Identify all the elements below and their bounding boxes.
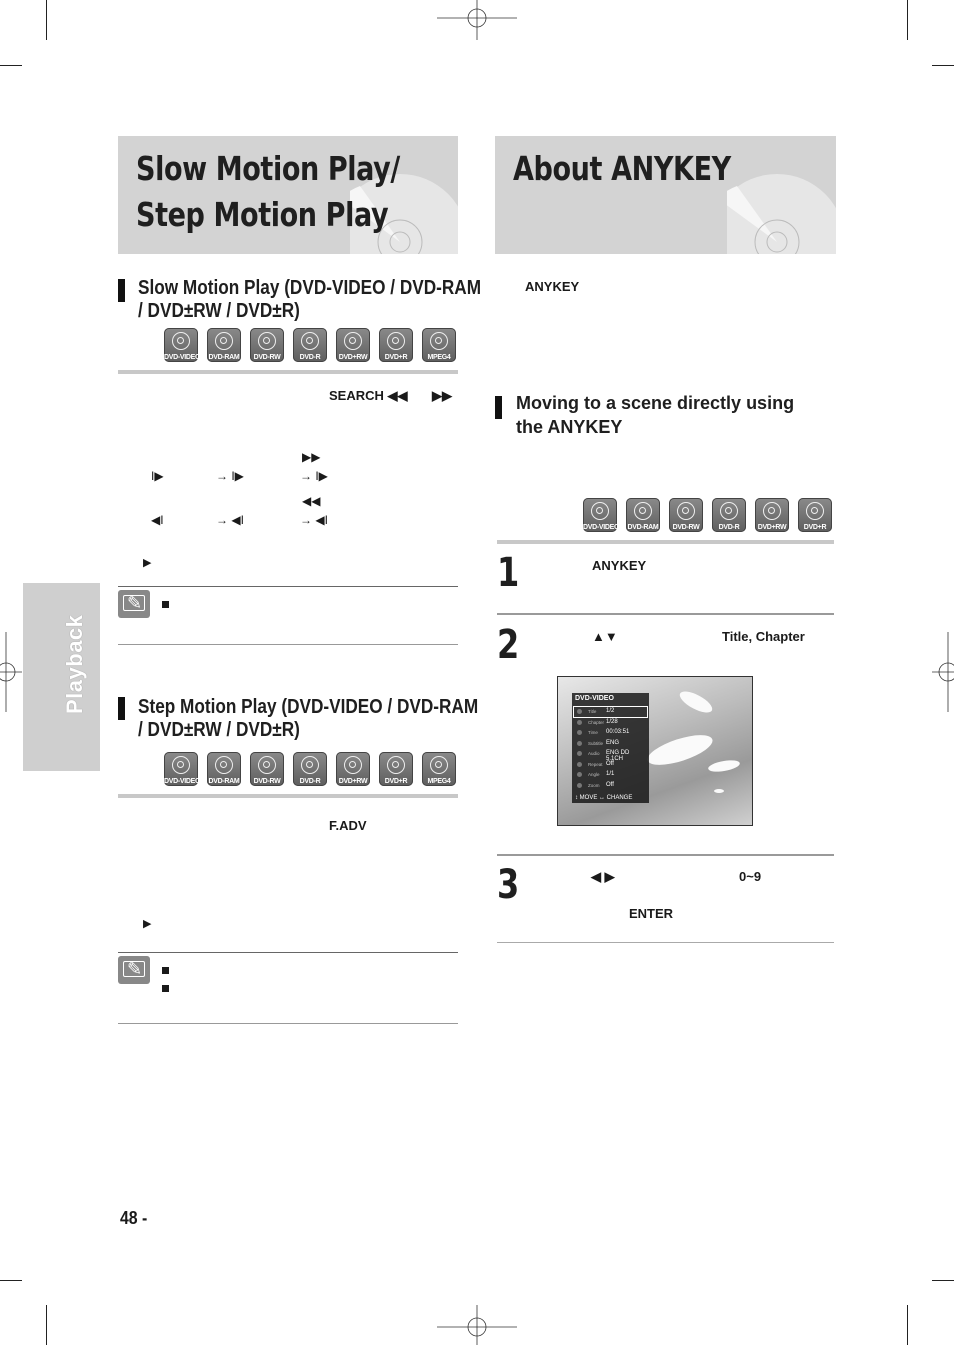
play-symbol: ▶	[143, 557, 152, 569]
note-pencil-icon: ✎	[118, 590, 150, 618]
slow-forward-step-1: I▶	[151, 469, 164, 483]
disc-icons-step	[164, 752, 456, 786]
mpeg4-disc-icon: MPEG4	[422, 328, 456, 362]
registration-mark-left	[0, 632, 22, 712]
dvd-ram-disc-icon: DVD-RAM	[207, 328, 241, 362]
disc-icons-anykey	[583, 498, 832, 532]
crop-mark	[46, 0, 47, 40]
dvd-plus-r-disc-icon: DVD+R	[798, 498, 832, 532]
mpeg4-disc-icon: MPEG4	[422, 752, 456, 786]
dvd-rw-disc-icon: DVD-RW	[669, 498, 703, 532]
slow-motion-heading-line1: Slow Motion Play (DVD-VIDEO / DVD-RAM	[138, 277, 482, 299]
dvd-plus-r-disc-icon: DVD+R	[379, 328, 413, 362]
osd-row-repeat[interactable]: Repeat Off	[574, 760, 647, 770]
step-number-2: 2	[497, 622, 520, 668]
note-rule-bottom	[118, 644, 458, 645]
slow-reverse-step-3: → ◀I	[300, 513, 328, 527]
registration-mark-right	[932, 632, 954, 712]
osd-row-chapter[interactable]: Chapter 1/28	[574, 718, 647, 728]
dvd-r-disc-icon: DVD-R	[293, 752, 327, 786]
section-marker	[495, 396, 502, 419]
play-symbol: ▶	[143, 918, 152, 930]
slow-reverse-step-1: ◀I	[151, 513, 164, 527]
disc-graphic-icon	[727, 158, 836, 254]
note-pencil-icon: ✎	[118, 956, 150, 984]
crop-mark	[932, 65, 954, 66]
registration-mark-bottom	[437, 1305, 517, 1345]
section-rule	[497, 540, 834, 544]
step2-up-down-key: ▲▼	[592, 629, 618, 644]
slow-forward-step-2: → I▶	[216, 469, 244, 483]
moving-scene-heading-line2: the ANYKEY	[516, 417, 623, 437]
step3-enter-key: ENTER	[629, 906, 674, 921]
osd-row-subtitle[interactable]: Subtitle ENG	[574, 739, 647, 749]
slow-reverse-step-2: → ◀I	[216, 513, 244, 527]
seagull-shape	[707, 758, 740, 773]
seagull-shape	[714, 789, 724, 793]
osd-footer: ↕ MOVE ↔ CHANGE	[575, 795, 633, 801]
section-marker	[118, 279, 125, 302]
seagull-shape	[644, 729, 715, 771]
osd-title: DVD-VIDEO	[575, 695, 614, 702]
note-bullet	[162, 601, 169, 608]
registration-mark-top	[437, 0, 517, 40]
moving-scene-heading-line1: Moving to a scene directly using	[516, 393, 795, 413]
note-rule-bottom	[118, 1023, 458, 1024]
section-marker	[118, 697, 125, 720]
dvd-plus-rw-disc-icon: DVD+RW	[755, 498, 789, 532]
note-bullet	[162, 967, 169, 974]
step3-left-right-key: ◀ ▶	[591, 869, 615, 884]
step-divider	[497, 613, 834, 615]
disc-icons-slow	[164, 328, 456, 362]
search-forward-key: ▶▶	[432, 388, 452, 403]
crop-mark	[46, 1305, 47, 1345]
tv-screen-image	[557, 676, 753, 826]
left-title-box	[118, 136, 458, 254]
step1-anykey-key: ANYKEY	[592, 558, 647, 573]
section-rule	[118, 794, 458, 798]
slow-forward-step-3: → I▶	[300, 469, 328, 483]
crop-mark	[907, 0, 908, 40]
step-number-1: 1	[497, 550, 520, 596]
section-rule	[118, 370, 458, 374]
on-screen-display-menu	[572, 693, 649, 803]
crop-mark	[0, 65, 22, 66]
step-number-3: 3	[497, 862, 520, 908]
dvd-rw-disc-icon: DVD-RW	[250, 328, 284, 362]
fast-forward-symbol: ▶▶	[302, 450, 321, 464]
slow-motion-heading-line2: / DVD±RW / DVD±R)	[138, 300, 300, 322]
anykey-intro-key: ANYKEY	[525, 279, 580, 294]
page-number: 48 -	[120, 1208, 148, 1228]
step3-number-keys: 0~9	[739, 869, 762, 884]
note-rule-top	[118, 952, 458, 953]
step-divider	[497, 942, 834, 943]
fadv-key: F.ADV	[329, 818, 367, 833]
dvd-ram-disc-icon: DVD-RAM	[626, 498, 660, 532]
dvd-ram-disc-icon: DVD-RAM	[207, 752, 241, 786]
osd-row-zoom[interactable]: Zoom Off	[574, 781, 647, 791]
dvd-rw-disc-icon: DVD-RW	[250, 752, 284, 786]
step-motion-heading-line1: Step Motion Play (DVD-VIDEO / DVD-RAM	[138, 696, 479, 718]
step-motion-heading-line2: / DVD±RW / DVD±R)	[138, 719, 300, 741]
dvd-plus-rw-disc-icon: DVD+RW	[336, 328, 370, 362]
note-rule-top	[118, 586, 458, 587]
crop-mark	[907, 1305, 908, 1345]
dvd-r-disc-icon: DVD-R	[712, 498, 746, 532]
search-rewind-key: SEARCH ◀◀	[329, 388, 408, 403]
rewind-symbol: ◀◀	[302, 494, 321, 508]
step-divider	[497, 854, 834, 856]
right-title-box	[495, 136, 836, 254]
osd-row-audio[interactable]: Audio ENG DD 5.1CH	[574, 749, 647, 759]
side-tab-label: Playback	[62, 614, 87, 714]
left-page-title: Slow Motion Play/ Step Motion Play	[136, 149, 400, 234]
osd-row-time[interactable]: Time 00:03:51	[574, 728, 647, 738]
dvd-video-disc-icon: DVD-VIDEO	[164, 328, 198, 362]
dvd-video-disc-icon: DVD-VIDEO	[583, 498, 617, 532]
crop-mark	[932, 1280, 954, 1281]
dvd-r-disc-icon: DVD-R	[293, 328, 327, 362]
crop-mark	[0, 1280, 22, 1281]
seagull-shape	[677, 687, 715, 716]
osd-row-angle[interactable]: Angle 1/1	[574, 770, 647, 780]
note-bullet	[162, 985, 169, 992]
osd-row-title[interactable]: Title 1/2	[574, 707, 647, 717]
step2-title-chapter: Title, Chapter	[722, 629, 805, 644]
dvd-plus-rw-disc-icon: DVD+RW	[336, 752, 370, 786]
dvd-plus-r-disc-icon: DVD+R	[379, 752, 413, 786]
right-page-title: About ANYKEY	[513, 149, 731, 188]
dvd-video-disc-icon: DVD-VIDEO	[164, 752, 198, 786]
